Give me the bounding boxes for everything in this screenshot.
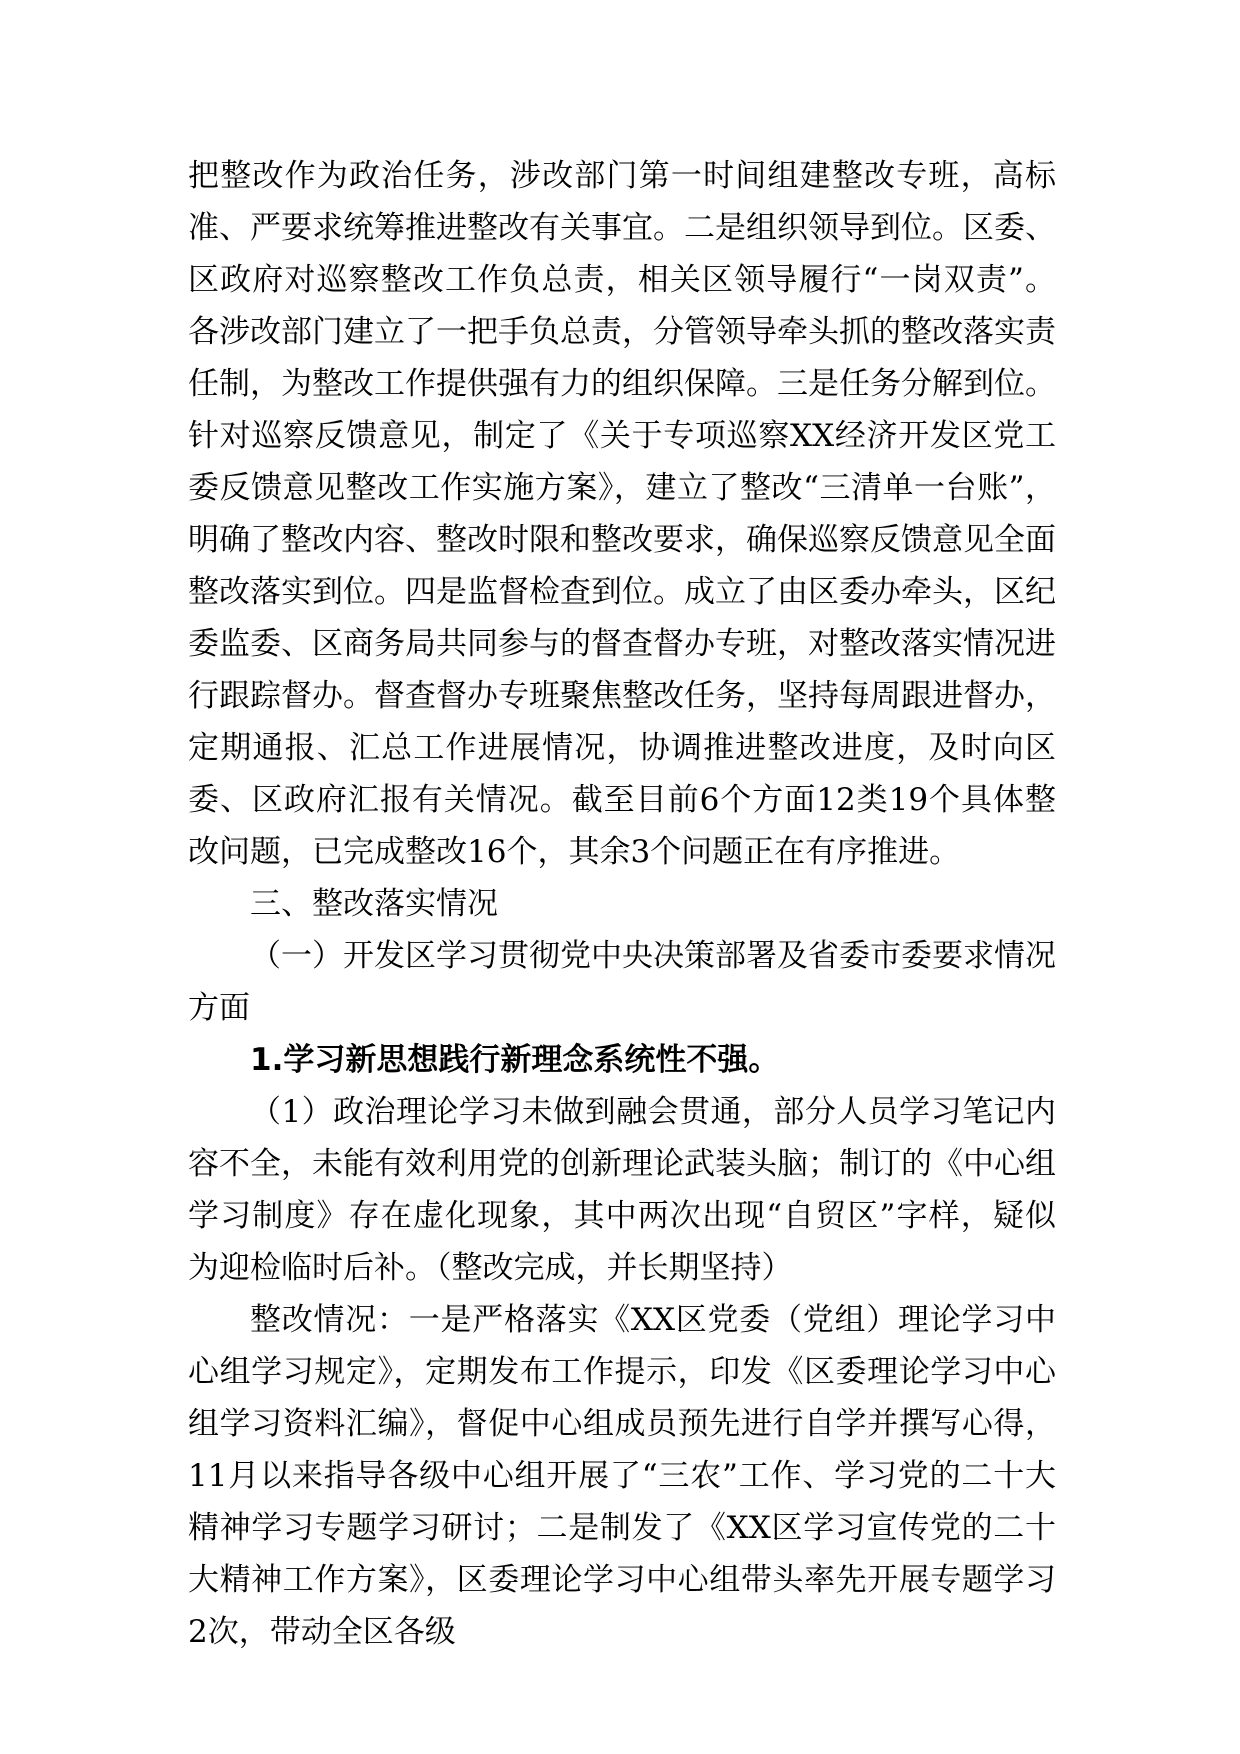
- continuation-paragraph: 把整改作为政治任务，涉改部门第一时间组建整改专班，高标准、严要求统筹推进整改有关事宜。二是组织领导到位。区委、区政府对巡察整改工作负总责，相关区领导履行“一岗双责”。各涉改部门建立了一把手负总责，分管领导牵头抓的整改落实责任制，为整改工作提供强有力的组织保障。三是任务分解到位。针对巡察反馈意见，制定了《关于专项巡察XX经济开发区党工委反馈意见整改工作实施方案》，建立了整改“三清单一台账”，明确了整改内容、整改时限和整改要求，确保巡察反馈意见全面整改落实到位。四是监督检查到位。成立了由区委办牵头，区纪委监委、区商务局共同参与的督查督办专班，对整改落实情况进行跟踪督办。督查督办专班聚焦整改任务，坚持每周跟进督办，定期通报、汇总工作进展情况，协调推进整改进度，及时向区委、区政府汇报有关情况。截至目前6个方面12类19个具体整改问题，已完成整改16个，其余3个问题正在有序推进。: [188, 158, 1056, 870]
- subsection-heading: （一）开发区学习贯彻党中央决策部署及省委市委要求情况方面: [188, 938, 1056, 1026]
- section-heading: 三、整改落实情况: [250, 886, 498, 922]
- issue-paragraph: （1）政治理论学习未做到融会贯通，部分人员学习笔记内容不全，未能有效利用党的创新理论武装头脑；制订的《中心组学习制度》存在虚化现象，其中两次出现“自贸区”字样，疑似为迎检临时后补。（整改完成，并长期坚持）: [188, 1094, 1056, 1286]
- document-body: [188, 150, 1056, 1658]
- item-heading: 1.学习新思想践行新理念系统性不强。: [250, 1042, 780, 1078]
- rectification-paragraph: 整改情况：一是严格落实《XX区党委（党组）理论学习中心组学习规定》，定期发布工作提示，印发《区委理论学习中心组学习资料汇编》，督促中心组成员预先进行自学并撰写心得，11月以来指导各级中心组开展了“三农”工作、学习党的二十大精神学习专题学习研讨；二是制发了《XX区学习宣传党的二十大精神工作方案》，区委理论学习中心组带头率先开展专题学习2次，带动全区各级: [188, 1302, 1056, 1650]
